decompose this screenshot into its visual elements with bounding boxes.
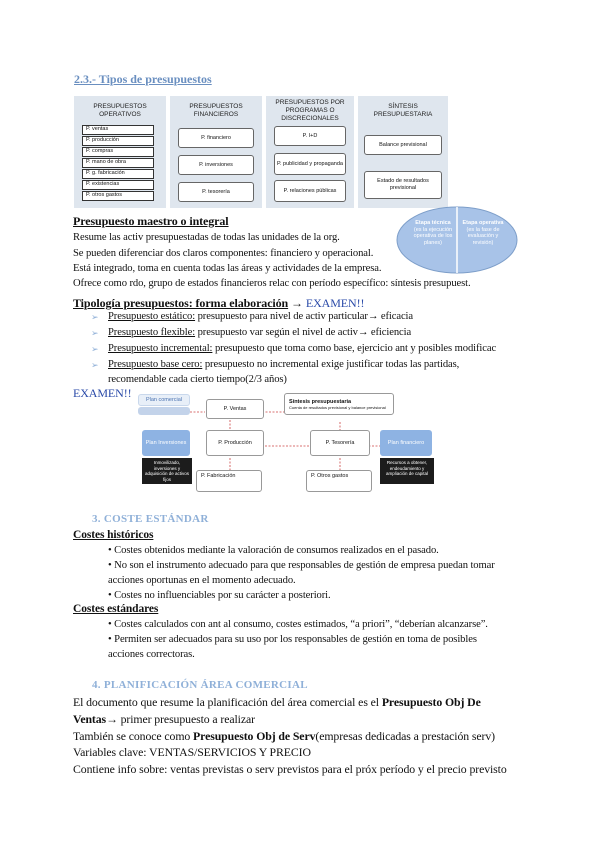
plan-line-5: Contiene info sobre: ventas previstas o serv previstos para el próx período y el precio previsto <box>73 762 507 776</box>
box-balance: Balance previsional <box>364 135 442 155</box>
tipologia-heading: Tipología presupuestos: forma elaboración → EXAMEN!! <box>73 296 365 310</box>
bullet-arrow-icon: ➢ <box>91 312 99 322</box>
bullet-arrow-icon: ➢ <box>91 344 99 354</box>
tipologia-item: Presupuesto flexible: presupuesto var según el nivel de activ→ eficiencia <box>108 327 412 338</box>
box-p-tesoreria: P. tesorería <box>178 182 254 202</box>
hist-3: acciones oportunas en el momento adecuado. <box>108 575 296 586</box>
box-p-id: P. I+D <box>274 126 346 146</box>
box-plan-inversiones: Plan Inversiones <box>142 430 190 456</box>
maestro-line-4: Ofrece como rdo, grupo de estados financieros relac con período específico: síntesis presupuest. <box>73 278 471 289</box>
box-dark-right: Recursos a obtener, endeudamiento y ampliación de capital <box>380 458 434 484</box>
plan-line-2: Ventas→ primer presupuesto a realizar <box>73 712 255 726</box>
box-operativo-item: P. producción <box>82 136 154 146</box>
hist-2: • No son el instrumento adecuado para que responsables de gestión de empresa puedan tomar <box>108 560 495 571</box>
box-operativo-item: P. ventas <box>82 125 154 135</box>
section-heading: 2.3.- Tipos de presupuestos <box>74 72 212 86</box>
tipologia-item: Presupuesto incremental: presupuesto que toma como base, ejercicio ant y posibles modificac <box>108 343 497 354</box>
circle-left: Etapa técnica (es la ejecución operativa de los planes) <box>413 220 453 246</box>
col1-title: PRESUPUESTOS OPERATIVOS <box>93 103 147 118</box>
box-p-tesoreria-flow: P. Tesorería <box>310 430 370 456</box>
col4-title: SÍNTESIS PRESUPUESTARIA <box>373 103 433 118</box>
box-operativo-item: P. existencias <box>82 180 154 190</box>
box-plan-financiero: Plan financiero <box>380 430 432 456</box>
box-dark-left: Inmovilizado, inversiones y adquisición de activos fijos <box>142 458 192 484</box>
box-p-ventas: P. Ventas <box>206 399 264 419</box>
box-p-fabricacion: P. Fabricación <box>196 470 262 492</box>
maestro-line-1: Resume las activ presupuestadas de todas las unidades de la org. <box>73 232 340 243</box>
exam-label: EXAMEN!! <box>73 386 132 400</box>
tipologia-item: Presupuesto estático: presupuesto para nivel de activ particular→ eficacia <box>108 311 414 322</box>
bullet-arrow-icon: ➢ <box>91 360 99 370</box>
section-coste-estandar: 3. COSTE ESTÁNDAR <box>92 513 209 525</box>
col3-title: PRESUPUESTOS POR PROGRAMAS O DISCRECIONALES <box>275 99 345 122</box>
maestro-line-3: Está integrado, toma en cuenta todas las áreas y actividades de la empresa. <box>73 263 382 274</box>
box-p-inversiones: P. inversiones <box>178 155 254 175</box>
box-estado-resultados: Estado de resultados previsional <box>364 171 442 199</box>
box-plan-comercial: Plan comercial <box>138 394 190 406</box>
plan-line-4: Variables clave: VENTAS/SERVICIOS Y PRECIO <box>73 745 311 759</box>
hist-title: Costes históricos <box>73 529 154 541</box>
std-1: • Costes calculados con ant al consumo, costes estimados, “a priori”, “deberían alcanzarse”. <box>108 619 488 630</box>
box-operativo-item: P. otros gastos <box>82 191 154 201</box>
maestro-title: Presupuesto maestro o integral <box>73 214 229 228</box>
box-sintesis: Síntesis presupuestaria Cuenta de resultados previsional y balance previsional <box>284 393 394 415</box>
box-p-publicidad: P. publicidad y propaganda <box>274 153 346 175</box>
box-p-financiero: P. financiero <box>178 128 254 148</box>
hist-4: • Costes no influenciables por su carácter a posteriori. <box>108 590 331 601</box>
hist-1: • Costes obtenidos mediante la valoración de consumos realizados en el pasado. <box>108 545 439 556</box>
section-planificacion: 4. PLANIFICACIÓN ÁREA COMERCIAL <box>92 679 308 691</box>
tipologia-continuation: recomendable cada cierto tiempo(2/3 años) <box>108 374 287 385</box>
std-3: acciones correctoras. <box>108 649 195 660</box>
box-otros-gastos: P. Otros gastos <box>306 470 372 492</box>
tipologia-item: Presupuesto base cero: presupuesto no incremental exige justificar todas las partidas, <box>108 359 460 370</box>
circle-right: Etapa operativa (es la fase de evaluación y revisión) <box>462 220 504 246</box>
plan-line-3: También se conoce como Presupuesto Obj de Serv(empresas dedicadas a prestación serv) <box>73 729 496 743</box>
bullet-arrow-icon: ➢ <box>91 328 99 338</box>
box-p-relaciones: P. relaciones públicas <box>274 180 346 202</box>
col2-title: PRESUPUESTOS FINANCIEROS <box>189 103 243 118</box>
box-operativo-item: P. g. fabricación <box>82 169 154 179</box>
box-p-produccion: P. Producción <box>206 430 264 456</box>
plan-line-1: El documento que resume la planificación del área comercial es el Presupuesto Obj De <box>73 695 481 709</box>
box-operativo-item: P. mano de obra <box>82 158 154 168</box>
box-operativo-item: P. compras <box>82 147 154 157</box>
maestro-line-2: Se pueden diferenciar dos claros componentes: financiero y operacional. <box>73 248 374 259</box>
std-title: Costes estándares <box>73 603 159 615</box>
std-2: • Permiten ser adecuados para su uso por los responsables de gestión en toma de posibles <box>108 634 477 645</box>
bar-plan-comercial <box>138 407 190 415</box>
